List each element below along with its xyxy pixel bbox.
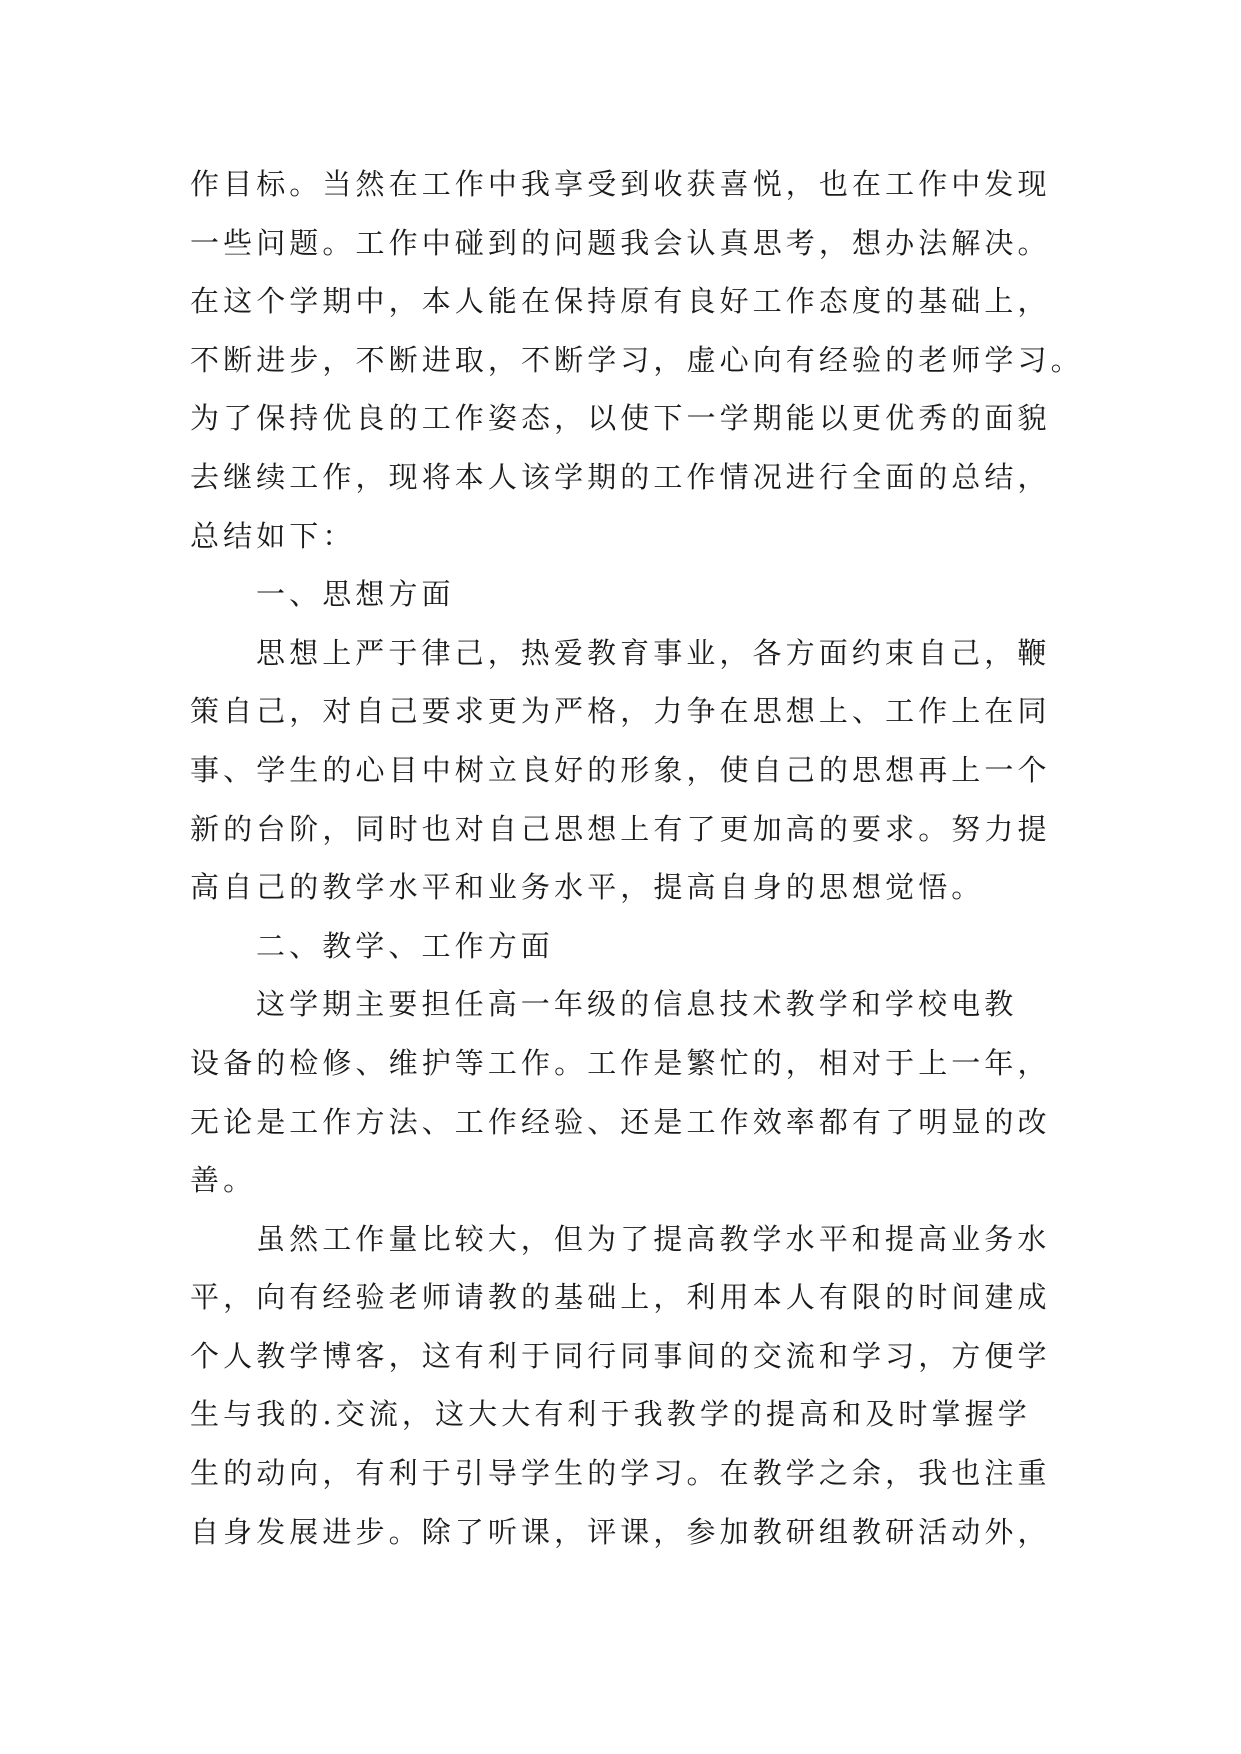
text-line: 无论是工作方法、工作经验、还是工作效率都有了明显的改	[190, 1104, 1051, 1139]
text-line: 一些问题。工作中碰到的问题我会认真思考，想办法解决。	[190, 225, 1051, 260]
text-line: 善。	[190, 1163, 257, 1198]
document-body	[190, 155, 1090, 1561]
text-line: 在这个学期中，本人能在保持原有良好工作态度的基础上，	[190, 284, 1051, 319]
text-line: 自身发展进步。除了听课，评课，参加教研组教研活动外，	[190, 1514, 1051, 1549]
text-line: 为了保持优良的工作姿态，以使下一学期能以更优秀的面貌	[190, 401, 1051, 436]
text-line: 总结如下：	[190, 518, 356, 553]
text-line: 思想上严于律己，热爱教育事业，各方面约束自己，鞭	[256, 635, 1051, 670]
text-line: 不断进步，不断进取，不断学习，虚心向有经验的老师学习。	[190, 342, 1084, 377]
text-line: 事、学生的心目中树立良好的形象，使自己的思想再上一个	[190, 752, 1051, 787]
text-line: 个人教学博客，这有利于同行同事间的交流和学习，方便学	[190, 1338, 1051, 1373]
text-line: 生与我的.交流，这大大有利于我教学的提高和及时掌握学	[190, 1397, 1031, 1432]
section-heading-thought: 一、思想方面	[256, 577, 455, 612]
text-line: 生的动向，有利于引导学生的学习。在教学之余，我也注重	[190, 1456, 1051, 1491]
text-line: 策自己，对自己要求更为严格，力争在思想上、工作上在同	[190, 694, 1051, 729]
paragraph-intro	[190, 155, 1090, 565]
text-line: 新的台阶，同时也对自己思想上有了更加高的要求。努力提	[190, 811, 1051, 846]
text-line: 设备的检修、维护等工作。工作是繁忙的，相对于上一年，	[190, 1045, 1051, 1080]
paragraph-workload	[190, 1210, 1090, 1562]
text-line: 作目标。当然在工作中我享受到收获喜悦，也在工作中发现	[190, 167, 1051, 201]
section-heading-teaching: 二、教学、工作方面	[256, 928, 554, 963]
text-line: 平，向有经验老师请教的基础上，利用本人有限的时间建成	[190, 1280, 1051, 1315]
paragraph-thought	[190, 624, 1090, 917]
text-line: 虽然工作量比较大，但为了提高教学水平和提高业务水	[256, 1221, 1051, 1256]
paragraph-teaching	[190, 975, 1090, 1209]
text-line: 高自己的教学水平和业务水平，提高自身的思想觉悟。	[190, 870, 985, 905]
text-line: 这学期主要担任高一年级的信息技术教学和学校电教	[256, 987, 1018, 1022]
text-line: 去继续工作，现将本人该学期的工作情况进行全面的总结，	[190, 459, 1051, 494]
